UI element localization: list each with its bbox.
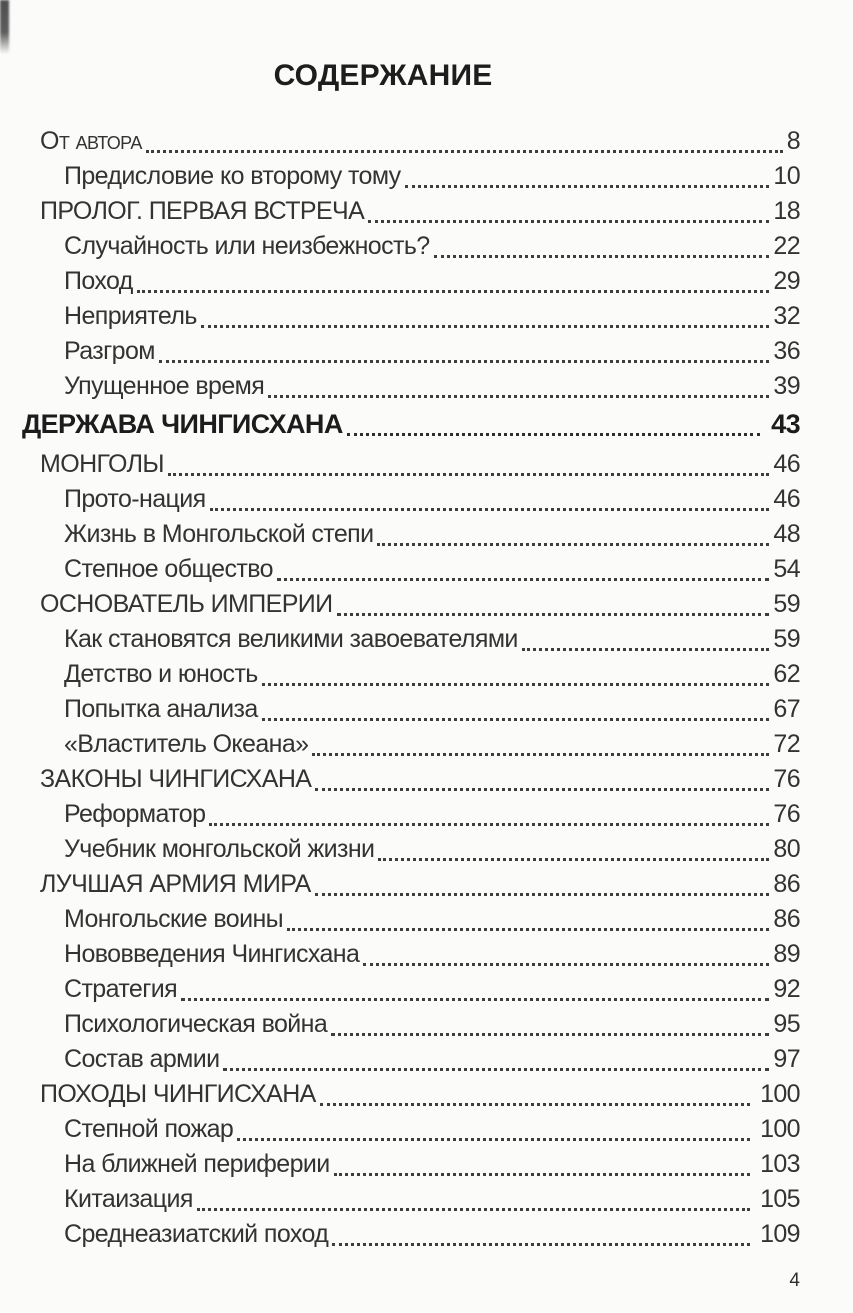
toc-entry-label: Нововведения Чингисхана	[64, 940, 360, 968]
toc-entry	[22, 334, 800, 369]
toc-entry-label: МОНГОЛЫ	[40, 450, 164, 478]
toc-entry-page: 97	[773, 1045, 800, 1073]
toc-entry-page: 62	[773, 660, 800, 688]
dot-leader	[366, 194, 771, 229]
toc-entry-label: Прото-нация	[64, 485, 206, 513]
toc-entry-label: Детство и юность	[64, 660, 258, 688]
toc-entry-label: Упущенное время	[64, 372, 265, 400]
toc-entry	[22, 692, 800, 727]
toc-entry	[22, 447, 800, 482]
toc-entry-label: Реформатор	[64, 800, 206, 828]
dot-leader	[260, 692, 772, 727]
toc-entry-label: ОСНОВАТЕЛЬ ИМПЕРИИ	[40, 590, 333, 618]
toc-entry	[22, 299, 800, 334]
dot-leader	[329, 1007, 771, 1042]
toc-entry	[22, 1182, 800, 1217]
dot-leader	[179, 972, 771, 1007]
toc-entry	[22, 902, 800, 937]
toc-entry-page: 76	[773, 800, 800, 828]
toc-entry	[22, 762, 800, 797]
toc-entry-page: 105	[760, 1185, 800, 1213]
toc-entry-label: ПРОЛОГ. ПЕРВАЯ ВСТРЕЧА	[40, 197, 365, 225]
dot-leader	[235, 1112, 758, 1147]
toc-entry	[22, 517, 800, 552]
page-number: 4	[789, 1270, 800, 1291]
toc-entry-label: Состав армии	[64, 1045, 220, 1073]
toc-entry-page: 92	[773, 975, 800, 1003]
toc-entry-label: Степной пожар	[64, 1115, 234, 1143]
toc-entry-label: Стратегия	[64, 975, 178, 1003]
toc-entry-label: ПОХОДЫ ЧИНГИСХАНА	[40, 1080, 316, 1108]
toc-entry-label: От автора	[40, 127, 142, 155]
toc-entry-page: 8	[786, 127, 800, 155]
toc-entry-page: 95	[773, 1010, 800, 1038]
toc-entry-page: 86	[773, 905, 800, 933]
toc-entry	[22, 1217, 800, 1252]
toc-entry	[22, 727, 800, 762]
toc-entry-page: 18	[773, 197, 800, 225]
toc-entry-page: 32	[773, 302, 800, 330]
toc-entry-page: 54	[773, 555, 800, 583]
dot-leader	[266, 369, 771, 404]
toc-entry-label: ЗАКОНЫ ЧИНГИСХАНА	[40, 765, 312, 793]
toc-entry-page: 46	[773, 485, 800, 513]
toc-entry	[22, 587, 800, 622]
toc-entry-page: 59	[773, 625, 800, 653]
dot-leader	[260, 657, 772, 692]
toc-title: СОДЕРЖАНИЕ	[273, 59, 493, 92]
toc-entry-page: 10	[773, 162, 800, 190]
toc-entry	[22, 867, 800, 902]
toc-entry-page: 22	[773, 232, 800, 260]
toc-entry-label: Предисловие ко второму тому	[64, 162, 401, 190]
toc-entry-label: Поход	[64, 267, 133, 295]
scan-artifact	[0, 0, 9, 54]
toc-entry-label: ЛУЧШАЯ АРМИЯ МИРА	[40, 870, 311, 898]
toc-entry	[22, 1147, 800, 1182]
toc-entry-page: 100	[760, 1080, 800, 1108]
toc-entry-page: 76	[773, 765, 800, 793]
toc-entry-label: Учебник монгольской жизни	[64, 835, 375, 863]
dot-leader	[310, 727, 771, 762]
toc-entry	[22, 622, 800, 657]
toc-entry	[22, 264, 800, 299]
toc-entry	[22, 194, 800, 229]
toc-entry	[22, 937, 800, 972]
dot-leader	[285, 902, 771, 937]
toc-entry	[22, 124, 800, 159]
dot-leader	[318, 1077, 758, 1112]
toc-entry-page: 48	[773, 520, 800, 548]
toc-entry-label: Попытка анализа	[64, 695, 258, 723]
toc-entry	[22, 229, 800, 264]
dot-leader	[144, 124, 785, 159]
toc-entry-page: 100	[760, 1115, 800, 1143]
toc-entry-page: 39	[773, 372, 800, 400]
toc-entry-page: 80	[773, 835, 800, 863]
dot-leader	[332, 1147, 758, 1182]
dot-leader	[403, 159, 772, 194]
toc-entry-label: Степное общество	[64, 555, 273, 583]
dot-leader	[199, 299, 772, 334]
toc-entry	[22, 1112, 800, 1147]
toc-entry	[22, 552, 800, 587]
dot-leader	[345, 407, 769, 442]
toc-entry-label: Монгольские воины	[64, 905, 284, 933]
toc-entry-label: ДЕРЖАВА ЧИНГИСХАНА	[22, 409, 343, 439]
toc-entry-page: 86	[773, 870, 800, 898]
dot-leader	[361, 937, 771, 972]
toc-entry-label: «Властитель Океана»	[64, 730, 309, 758]
toc-entry-label: Неприятель	[64, 302, 197, 330]
dot-leader	[313, 867, 772, 902]
dot-leader	[330, 1217, 758, 1252]
dot-leader	[207, 797, 771, 832]
dot-leader	[520, 622, 772, 657]
toc-entry	[22, 797, 800, 832]
dot-leader	[221, 1042, 771, 1077]
toc-entry-label: Китаизация	[64, 1185, 193, 1213]
toc-entry-label: Как становятся великими завоевателями	[64, 625, 518, 653]
dot-leader	[166, 447, 771, 482]
toc-entry-page: 46	[773, 450, 800, 478]
toc-entry	[22, 972, 800, 1007]
toc-entry-page: 103	[760, 1150, 800, 1178]
toc-entry-label: Разгром	[64, 337, 155, 365]
toc-entry	[22, 1042, 800, 1077]
toc-entry	[22, 407, 800, 442]
toc-entry-label: На ближней периферии	[64, 1150, 330, 1178]
toc-entry-page: 29	[773, 267, 800, 295]
toc-entry-page: 109	[760, 1220, 800, 1248]
toc-entry-label: Среднеазиатский поход	[64, 1220, 329, 1248]
toc-entry-label: Случайность или неизбежность?	[64, 232, 430, 260]
toc-entry	[22, 832, 800, 867]
dot-leader	[275, 552, 771, 587]
toc-entry	[22, 159, 800, 194]
toc-entry-page: 43	[771, 409, 800, 439]
dot-leader	[135, 264, 772, 299]
toc-entry	[22, 1007, 800, 1042]
toc-entry-page: 67	[773, 695, 800, 723]
toc-entry	[22, 369, 800, 404]
toc-entry-page: 89	[773, 940, 800, 968]
dot-leader	[375, 517, 771, 552]
toc-entry-label: Психологическая война	[64, 1010, 328, 1038]
dot-leader	[157, 334, 772, 369]
toc-entry-page: 36	[773, 337, 800, 365]
dot-leader	[313, 762, 771, 797]
dot-leader	[208, 482, 772, 517]
toc-entry	[22, 657, 800, 692]
dot-leader	[432, 229, 772, 264]
dot-leader	[376, 832, 771, 867]
dot-leader	[335, 587, 772, 622]
toc-entry	[22, 482, 800, 517]
toc-entry-label: Жизнь в Монгольской степи	[64, 520, 374, 548]
dot-leader	[195, 1182, 758, 1217]
toc-entry	[22, 1077, 800, 1112]
toc-entry-page: 59	[773, 590, 800, 618]
table-of-contents	[22, 124, 800, 1252]
toc-entry-page: 72	[773, 730, 800, 758]
